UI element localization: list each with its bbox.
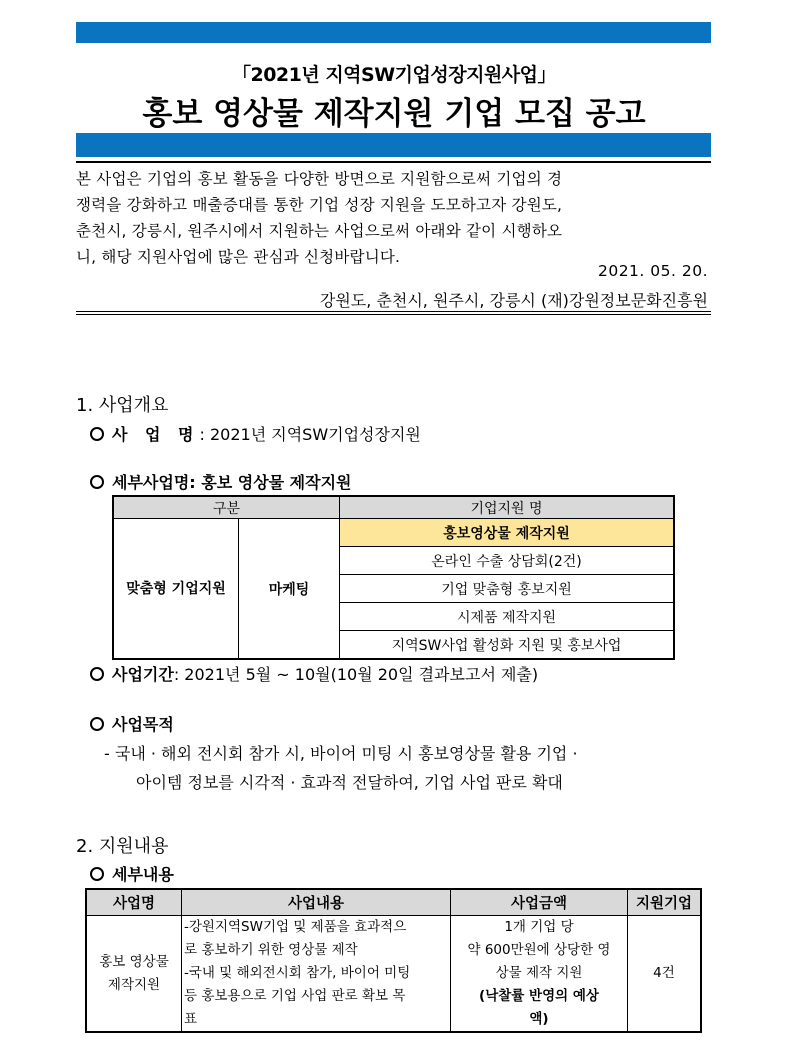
notice-date: 2021. 05. 20. xyxy=(597,262,708,280)
section-1-heading: 1. 사업개요 xyxy=(76,395,169,416)
project-name-cell: 홍보 영상물 제작지원 xyxy=(86,916,182,1033)
bullet-circle-icon xyxy=(90,867,104,881)
top-blue-bar xyxy=(76,22,711,43)
intro-line: 본 사업은 기업의 홍보 활동을 다양한 방면으로 지원함으로써 기업의 경 xyxy=(76,170,563,188)
purpose-item xyxy=(90,712,174,735)
column-header: 사업명 xyxy=(86,889,182,916)
intro-top-rule xyxy=(76,161,711,163)
intro-line: 쟁력을 강화하고 매출증대를 통한 기업 성장 지원을 도모하고자 강원도, xyxy=(76,196,563,214)
purpose-label: 사업목적 xyxy=(112,715,174,734)
project-name-value: : 2021년 지역SW기업성장지원 xyxy=(199,425,421,444)
support-items-table xyxy=(112,495,675,660)
purpose-line: - 국내 · 해외 전시회 참가 시, 바이어 미팅 시 홍보영상물 활용 기업 · xyxy=(104,744,578,763)
column-header: 기업지원 명 xyxy=(340,496,675,519)
support-item-cell: 시제품 제작지원 xyxy=(340,603,675,631)
bottom-blue-bar xyxy=(76,133,711,157)
organizations: 강원도, 춘천시, 원주시, 강릉시 (재)강원정보문화진흥원 xyxy=(319,291,708,310)
column-header: 지원기업 xyxy=(628,889,702,916)
detail-label: 세부내용 xyxy=(112,865,174,884)
section-2-heading: 2. 지원내용 xyxy=(76,836,169,857)
category-cell: 맞춤형 기업지원 xyxy=(113,519,239,660)
period-item xyxy=(90,662,538,685)
page-subtitle: 「2021년 지역SW기업성장지원사업」 xyxy=(231,64,557,86)
intro-paragraph xyxy=(76,166,711,270)
bullet-circle-icon xyxy=(90,667,104,681)
subcategory-cell: 마케팅 xyxy=(239,519,340,660)
project-name-item xyxy=(90,422,421,445)
company-count-cell: 4건 xyxy=(628,916,702,1033)
column-header: 구분 xyxy=(113,496,340,519)
purpose-line: 아이템 정보를 시각적 · 효과적 전달하여, 기업 사업 판로 확대 xyxy=(136,773,563,792)
support-item-cell: 기업 맞춤형 홍보지원 xyxy=(340,575,675,603)
bullet-circle-icon xyxy=(90,717,104,731)
support-item-cell: 지역SW사업 활성화 지원 및 홍보사업 xyxy=(340,631,675,660)
sub-project-item xyxy=(90,470,352,493)
intro-line: 춘천시, 강릉시, 원주시에서 지원하는 사업으로써 아래와 같이 시행하오 xyxy=(76,222,563,240)
bullet-circle-icon xyxy=(90,475,104,489)
support-details-table xyxy=(85,888,702,1033)
column-header: 사업내용 xyxy=(182,889,451,916)
support-item-cell: 홍보영상물 제작지원 xyxy=(340,519,675,547)
intro-line: 니, 해당 지원사업에 많은 관심과 신청바랍니다. xyxy=(76,248,401,266)
project-name-label: 사 업 명 xyxy=(112,425,200,444)
intro-bottom-rule-2 xyxy=(76,314,711,315)
detail-item xyxy=(90,862,174,885)
support-item-cell: 온라인 수출 상담회(2건) xyxy=(340,547,675,575)
intro-bottom-rule xyxy=(76,311,711,312)
column-header: 사업금액 xyxy=(451,889,628,916)
table-header-row xyxy=(113,496,674,519)
project-amount-cell: 1개 기업 당 약 600만원에 상당한 영 상물 제작 지원 (낙찰률 반영의 예상 액) xyxy=(451,916,628,1033)
period-value: : 2021년 5월 ~ 10월(10월 20일 결과보고서 제출) xyxy=(173,665,539,684)
page-title: 홍보 영상물 제작지원 기업 모집 공고 xyxy=(142,96,646,132)
project-content-cell: -강원지역SW기업 및 제품을 효과적으 로 홍보하기 위한 영상물 제작 -국내 및 해외전시회 참가, 바이어 미팅 등 홍보용으로 기업 사업 판로 확보 목 표 xyxy=(182,916,451,1033)
table-row xyxy=(113,519,674,547)
bullet-circle-icon xyxy=(90,427,104,441)
table-row xyxy=(86,916,701,1033)
period-label: 사업기간 xyxy=(112,665,174,684)
sub-project-value: : 홍보 영상물 제작지원 xyxy=(189,473,352,492)
table-header-row xyxy=(86,889,701,916)
sub-project-label: 세부사업명 xyxy=(112,473,190,492)
